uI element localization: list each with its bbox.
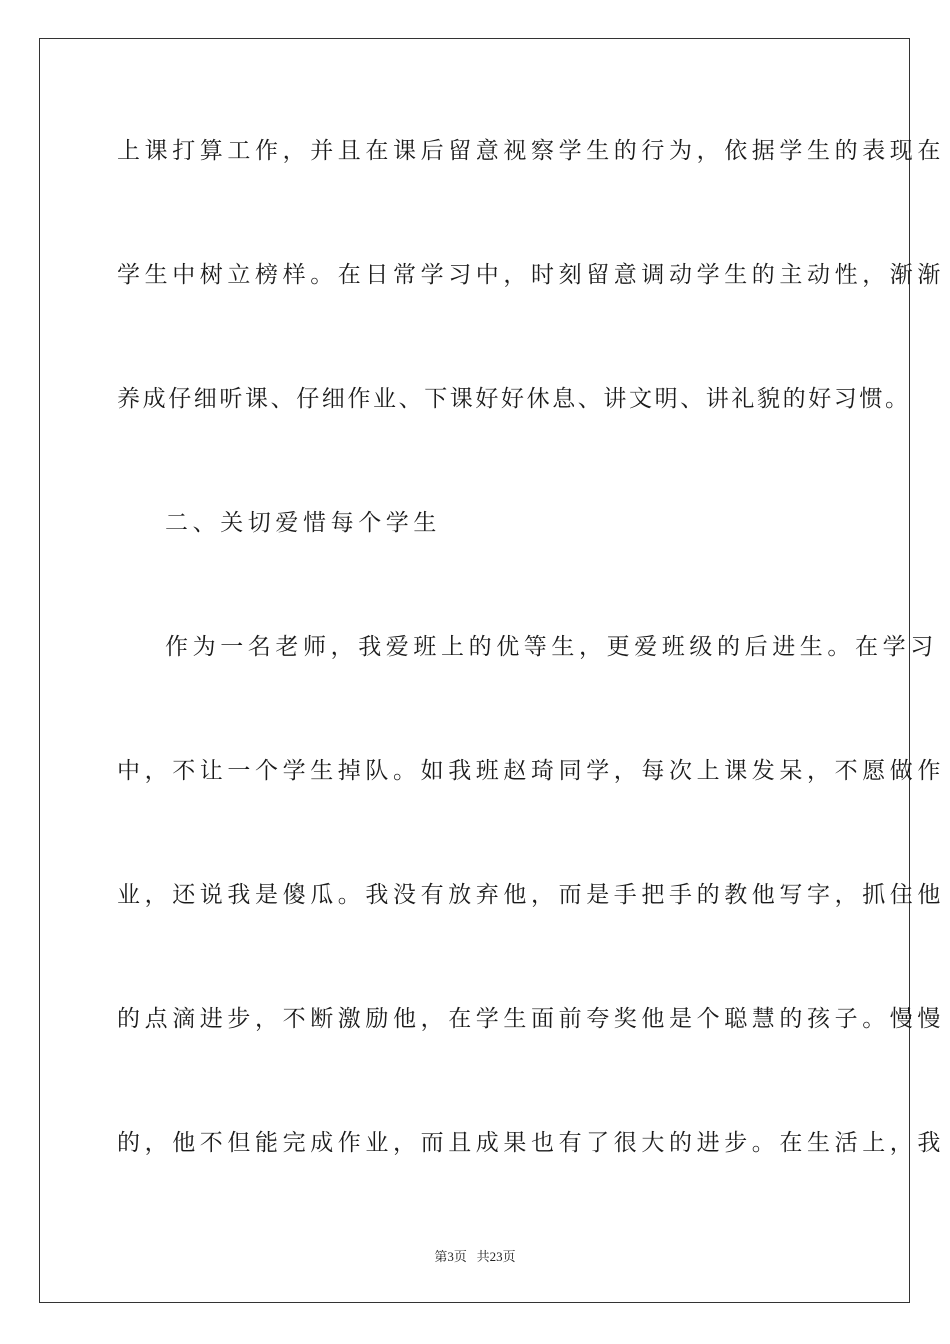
body-text-line-8: 的点滴进步，不断激励他，在学生面前夸奖他是个聪慧的孩子。慢慢 xyxy=(117,1006,945,1032)
page-border xyxy=(39,38,945,1303)
body-text-line-7: 业，还说我是傻瓜。我没有放弃他，而是手把手的教他写字，抓住他 xyxy=(117,882,945,908)
body-text-line-6: 中，不让一个学生掉队。如我班赵琦同学，每次上课发呆，不愿做作 xyxy=(117,758,945,784)
body-text-line-1: 上课打算工作，并且在课后留意视察学生的行为，依据学生的表现在 xyxy=(117,138,945,164)
body-text-line-2: 学生中树立榜样。在日常学习中，时刻留意调动学生的主动性，渐渐 xyxy=(117,262,945,288)
body-text-line-3: 养成仔细听课、仔细作业、下课好好休息、讲文明、讲礼貌的好习惯。 xyxy=(117,386,911,412)
page-number-footer: 第3页 共23页 xyxy=(434,1249,516,1264)
body-text-line-9: 的，他不但能完成作业，而且成果也有了很大的进步。在生活上，我 xyxy=(117,1130,945,1156)
body-text-line-5: 作为一名老师，我爱班上的优等生，更爱班级的后进生。在学习 xyxy=(165,634,938,660)
section-heading: 二、关切爱惜每个学生 xyxy=(165,510,441,536)
